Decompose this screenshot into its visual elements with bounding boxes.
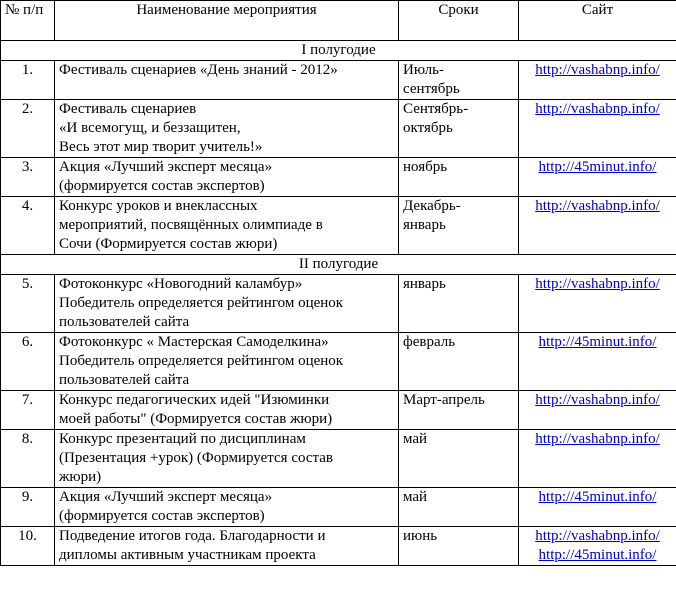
event-dates (399, 100, 519, 158)
section-row (1, 255, 676, 275)
event-site (519, 100, 676, 158)
event-name-line: дипломы активным участникам проекта (59, 547, 316, 563)
row-number: 5. (1, 275, 55, 333)
site-link[interactable]: http://45minut.info/ (538, 489, 657, 505)
event-name-line: (формируется состав экспертов) (59, 508, 265, 524)
event-dates (399, 275, 519, 333)
event-dates (399, 527, 519, 566)
event-name (55, 430, 399, 488)
event-name-line: Фестиваль сценариев «День знаний - 2012» (59, 62, 338, 78)
table-row (1, 527, 676, 566)
site-link[interactable]: http://45minut.info/ (538, 547, 657, 563)
section-row (1, 41, 676, 61)
event-dates-line: январь (403, 217, 446, 233)
row-number: 8. (1, 430, 55, 488)
event-name (55, 488, 399, 527)
event-dates-line: сентябрь (403, 81, 460, 97)
event-name-line: (формируется состав экспертов) (59, 178, 265, 194)
event-name-line: Конкурс уроков и внеклассных (59, 198, 258, 214)
event-dates (399, 197, 519, 255)
event-name-line: мероприятий, посвящённых олимпиаде в (59, 217, 323, 233)
event-site (519, 527, 676, 566)
site-link[interactable]: http://vashabnp.info/ (535, 62, 660, 78)
event-dates-line: февраль (403, 334, 456, 350)
event-site (519, 275, 676, 333)
event-dates (399, 391, 519, 430)
event-name-line: Конкурс педагогических идей "Изюминки (59, 392, 330, 408)
site-link[interactable]: http://vashabnp.info/ (535, 276, 660, 292)
event-site (519, 61, 676, 100)
event-name-line: Акция «Лучший эксперт месяца» (59, 159, 273, 175)
event-name-line: Фотоконкурс « Мастерская Самоделкина» (59, 334, 329, 350)
header-site: Сайт (519, 1, 676, 41)
table-row (1, 430, 676, 488)
event-name (55, 527, 399, 566)
event-dates-line: ноябрь (403, 159, 448, 175)
row-number: 7. (1, 391, 55, 430)
header-name: Наименование мероприятия (55, 1, 399, 41)
site-link[interactable]: http://45minut.info/ (538, 334, 657, 350)
event-name-line: пользователей сайта (59, 314, 190, 330)
table-body (1, 41, 676, 566)
event-name (55, 158, 399, 197)
site-link[interactable]: http://vashabnp.info/ (535, 431, 660, 447)
site-link[interactable]: http://vashabnp.info/ (535, 198, 660, 214)
event-dates-line: май (403, 431, 428, 447)
event-name-line: Сочи (Формируется состав жюри) (59, 236, 278, 252)
row-number: 4. (1, 197, 55, 255)
event-name (55, 100, 399, 158)
table-row (1, 197, 676, 255)
event-site (519, 391, 676, 430)
table-row (1, 391, 676, 430)
site-link[interactable]: http://vashabnp.info/ (535, 528, 660, 544)
event-name-line: (Презентация +урок) (Формируется состав (59, 450, 333, 466)
event-dates (399, 61, 519, 100)
event-dates-line: Декабрь- (403, 198, 461, 214)
event-name-line: Победитель определяется рейтингом оценок (59, 353, 344, 369)
header-row (1, 1, 676, 41)
event-site (519, 197, 676, 255)
event-site (519, 333, 676, 391)
site-link[interactable]: http://45minut.info/ (538, 159, 657, 175)
event-site (519, 430, 676, 488)
section-title: I полугодие (1, 41, 676, 61)
row-number: 1. (1, 61, 55, 100)
site-link[interactable]: http://vashabnp.info/ (535, 101, 660, 117)
header-num: № п/п (1, 1, 55, 41)
event-dates (399, 333, 519, 391)
row-number: 3. (1, 158, 55, 197)
event-dates-line: октябрь (403, 120, 453, 136)
event-name-line: моей работы" (Формируется состав жюри) (59, 411, 333, 427)
event-name-line: жюри) (59, 469, 102, 485)
event-site (519, 488, 676, 527)
site-link[interactable]: http://vashabnp.info/ (535, 392, 660, 408)
event-dates-line: июнь (403, 528, 438, 544)
event-name-line: Конкурс презентаций по дисциплинам (59, 431, 306, 447)
event-name-line: Фотоконкурс «Новогодний каламбур» (59, 276, 303, 292)
event-name-line: Акция «Лучший эксперт месяца» (59, 489, 273, 505)
event-name-line: «И всемогущ, и беззащитен, (59, 120, 241, 136)
event-dates (399, 158, 519, 197)
event-name (55, 333, 399, 391)
row-number: 2. (1, 100, 55, 158)
table-row (1, 333, 676, 391)
event-site (519, 158, 676, 197)
event-name (55, 275, 399, 333)
section-title: II полугодие (1, 255, 676, 275)
row-number: 10. (1, 527, 55, 566)
event-dates-line: Июль- (403, 62, 444, 78)
event-dates-line: Март-апрель (403, 392, 485, 408)
event-name-line: Фестиваль сценариев (59, 101, 197, 117)
event-name (55, 391, 399, 430)
event-name-line: Весь этот мир творит учитель!» (59, 139, 263, 155)
table-row (1, 100, 676, 158)
row-number: 6. (1, 333, 55, 391)
row-number: 9. (1, 488, 55, 527)
event-name-line: пользователей сайта (59, 372, 190, 388)
event-name (55, 61, 399, 100)
event-name-line: Подведение итогов года. Благодарности и (59, 528, 326, 544)
header-dates: Сроки (399, 1, 519, 41)
event-dates-line: май (403, 489, 428, 505)
event-name (55, 197, 399, 255)
table-row (1, 275, 676, 333)
event-dates-line: январь (403, 276, 446, 292)
table-row (1, 61, 676, 100)
event-dates (399, 430, 519, 488)
event-dates-line: Сентябрь- (403, 101, 469, 117)
event-name-line: Победитель определяется рейтингом оценок (59, 295, 344, 311)
event-dates (399, 488, 519, 527)
table-row (1, 158, 676, 197)
table-row (1, 488, 676, 527)
